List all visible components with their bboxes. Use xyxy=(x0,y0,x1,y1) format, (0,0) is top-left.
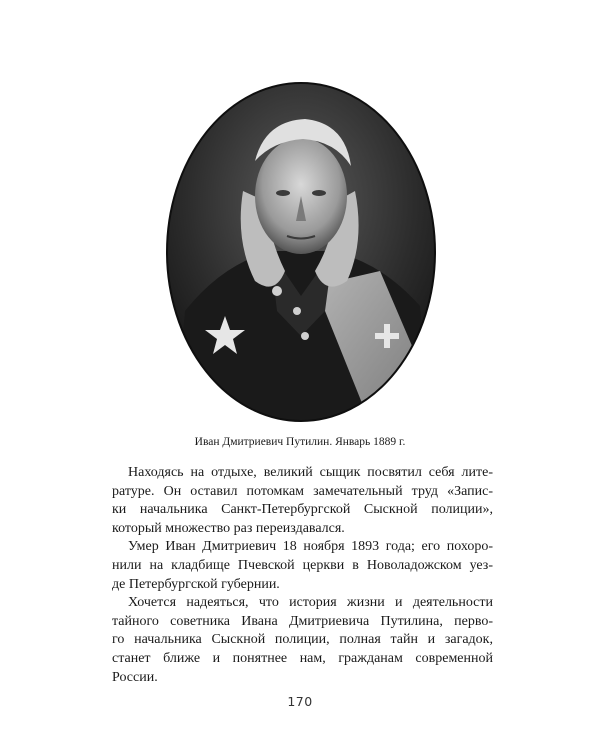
portrait-oval-image xyxy=(165,81,437,423)
paragraph-3-line-3: го начальника Сыскной полиции, полная тайн и загадок, xyxy=(112,632,493,648)
paragraph-3-line-1: Хочется надеяться, что история жизни и деятельности xyxy=(128,595,493,611)
paragraph-3-line-2: тайного советника Ивана Дмитриевича Путилина, перво- xyxy=(112,613,493,629)
paragraph-2-line-1: Умер Иван Дмитриевич 18 ноября 1893 года; его похоро- xyxy=(128,539,493,555)
paragraph-1-line-4: который множество раз переиздавался. xyxy=(112,520,345,536)
paragraph-3-line-4: станет ближе и понятнее нам, гражданам современной xyxy=(112,650,493,666)
paragraph-1-line-3: ки начальника Санкт-Петербургской Сыскной полиции», xyxy=(112,502,493,518)
body-text xyxy=(112,464,493,687)
portrait-photo xyxy=(165,81,437,423)
paragraph-2-line-2: нили на кладбище Пчевской церкви в Новоладожском уез- xyxy=(112,557,493,573)
page-number: 170 xyxy=(287,694,313,709)
paragraph-3-line-5: России. xyxy=(112,669,158,685)
paragraph-1-line-1: Находясь на отдыхе, великий сыщик посвятил себя лите- xyxy=(128,465,493,480)
paragraph-2-line-3: де Петербургской губернии. xyxy=(112,576,280,592)
paragraph-1-line-2: ратуре. Он оставил потомкам замечательный труд «Запис- xyxy=(112,483,493,499)
photo-caption: Иван Дмитриевич Путилин. Январь 1889 г. xyxy=(194,436,406,448)
